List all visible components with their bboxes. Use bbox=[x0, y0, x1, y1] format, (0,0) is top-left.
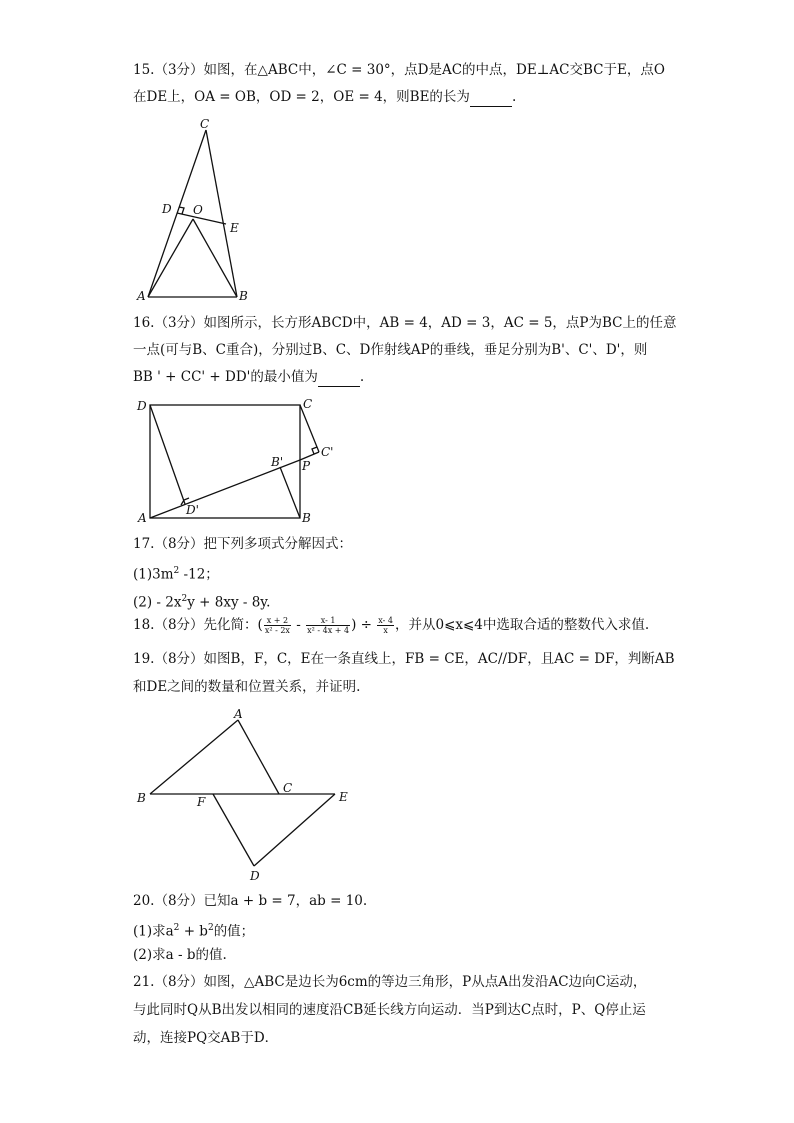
q20-item1-post: 的值； bbox=[213, 923, 255, 940]
q16-line3 bbox=[133, 368, 364, 387]
q19-segment-de bbox=[254, 794, 335, 866]
q19-label-e: E bbox=[339, 790, 348, 804]
figure-q19 bbox=[150, 720, 335, 866]
q16-label-d: D bbox=[137, 399, 147, 413]
q20-title: 20.（8分）已知a + b = 7，ab = 10. bbox=[133, 893, 368, 909]
q16-line3-text: BB ' + CC' + DD'的最小值为 bbox=[133, 369, 318, 385]
figure-q16 bbox=[150, 405, 319, 518]
q17-item1-post: -12； bbox=[179, 566, 219, 583]
q17-item2-pre: (2) - 2x bbox=[133, 594, 182, 611]
q21-line1: 21.（8分）如图，△ABC是边长为6cm的等边三角形，P从点A出发沿AC边向C运动， bbox=[133, 974, 647, 990]
q15-side-bc bbox=[206, 130, 237, 297]
q17-title: 17.（8分）把下列多项式分解因式： bbox=[133, 536, 353, 552]
q15-label-a: A bbox=[137, 289, 146, 303]
q18-f3-num: x- 4 bbox=[378, 616, 393, 625]
q18-mid: ) ÷ bbox=[351, 617, 377, 633]
q15-right-angle-mark bbox=[179, 207, 184, 214]
q19-label-a: A bbox=[234, 707, 243, 721]
q17-item2-sup: 2 bbox=[181, 594, 188, 604]
q19-line2: 和DE之间的数量和位置关系，并证明. bbox=[133, 679, 361, 695]
q20-item2: (2)求a - b的值. bbox=[133, 947, 227, 963]
q21-line3: 动，连接PQ交AB于D． bbox=[133, 1030, 279, 1046]
q19-line1: 19.（8分）如图B，F，C，E在一条直线上，FB = CE，AC//DF，且AC = DF，判断AB bbox=[133, 651, 675, 667]
q17-item2-post: y + 8xy - 8y. bbox=[187, 594, 271, 611]
q20-item1 bbox=[133, 919, 254, 941]
q18-f1-den: x² - 2x bbox=[264, 626, 290, 635]
q17-item1 bbox=[133, 562, 219, 584]
q18-fraction1 bbox=[264, 616, 291, 635]
q17-item1-pre: (1)3m bbox=[133, 566, 174, 583]
q18-f2-den: x² - 4x + 4 bbox=[307, 626, 350, 635]
q15-label-e: E bbox=[230, 221, 239, 235]
q19-label-c: C bbox=[283, 781, 293, 795]
q18-fraction2 bbox=[306, 616, 350, 635]
q18-f3-den: x bbox=[383, 626, 388, 635]
q19-label-f: F bbox=[197, 795, 206, 809]
q15-end: . bbox=[511, 89, 517, 105]
q18-post: ，并从0⩽x⩽4中选取合适的整数代入求值. bbox=[394, 617, 650, 633]
q18-fraction3 bbox=[377, 616, 394, 635]
q18-line bbox=[133, 616, 649, 635]
q16-answer-blank bbox=[318, 368, 360, 387]
q17-item1-sup: 2 bbox=[173, 566, 180, 576]
q15-line2-text: 在DE上，OA = OB，OD = 2，OE = 4，则BE的长为 bbox=[133, 89, 470, 105]
q16-label-b: B bbox=[302, 511, 311, 525]
q21-line2: 与此同时Q从B出发以相同的速度沿CB延长线方向运动．当P到达C点时，P、Q停止运 bbox=[133, 1002, 646, 1018]
q16-label-c: C bbox=[303, 397, 313, 411]
q16-label-a: A bbox=[138, 511, 147, 525]
q15-label-b: B bbox=[239, 289, 248, 303]
q20-item1-sup2: 2 bbox=[207, 923, 214, 933]
q16-line2: 一点(可与B、C重合)，分别过B、C、D作射线AP的垂线，垂足分别为B'、C'、D'，则 bbox=[133, 342, 648, 358]
q20-item1-mid: + b bbox=[179, 923, 208, 940]
q20-item1-pre: (1)求a bbox=[133, 923, 174, 940]
q16-label-bprime: B' bbox=[271, 455, 284, 469]
q18-minus: - bbox=[291, 617, 306, 633]
q19-label-b: B bbox=[137, 791, 146, 805]
q16-line1: 16.（3分）如图所示，长方形ABCD中，AB = 4，AD = 3，AC = 5，点P为BC上的任意 bbox=[133, 315, 677, 331]
q19-segment-df bbox=[213, 794, 254, 866]
q16-segment-cc bbox=[300, 405, 319, 452]
q16-segment-dd bbox=[150, 405, 185, 504]
q16-label-p: P bbox=[302, 459, 311, 473]
q15-label-c: C bbox=[200, 117, 210, 131]
q18-f2-num: x- 1 bbox=[306, 616, 350, 626]
q16-segment-bb bbox=[280, 467, 300, 518]
q18-f1-num: x + 2 bbox=[264, 616, 291, 626]
q15-label-d: D bbox=[162, 202, 172, 216]
q19-label-d: D bbox=[250, 869, 260, 883]
q16-label-dprime: D' bbox=[186, 503, 199, 517]
q15-line1: 15.（3分）如图，在△ABC中，∠C = 30°，点D是AC的中点，DE⊥AC交BC于E，点O bbox=[133, 62, 665, 78]
q20-item1-sup1: 2 bbox=[173, 923, 180, 933]
q15-label-o: O bbox=[193, 203, 203, 217]
q19-segment-ac bbox=[238, 720, 279, 794]
q18-pre: 18.（8分）先化简：( bbox=[133, 617, 263, 633]
q17-item2 bbox=[133, 590, 270, 612]
q19-segment-ab bbox=[150, 720, 238, 794]
q16-end: . bbox=[359, 369, 365, 385]
q16-label-cprime: C' bbox=[321, 445, 334, 459]
